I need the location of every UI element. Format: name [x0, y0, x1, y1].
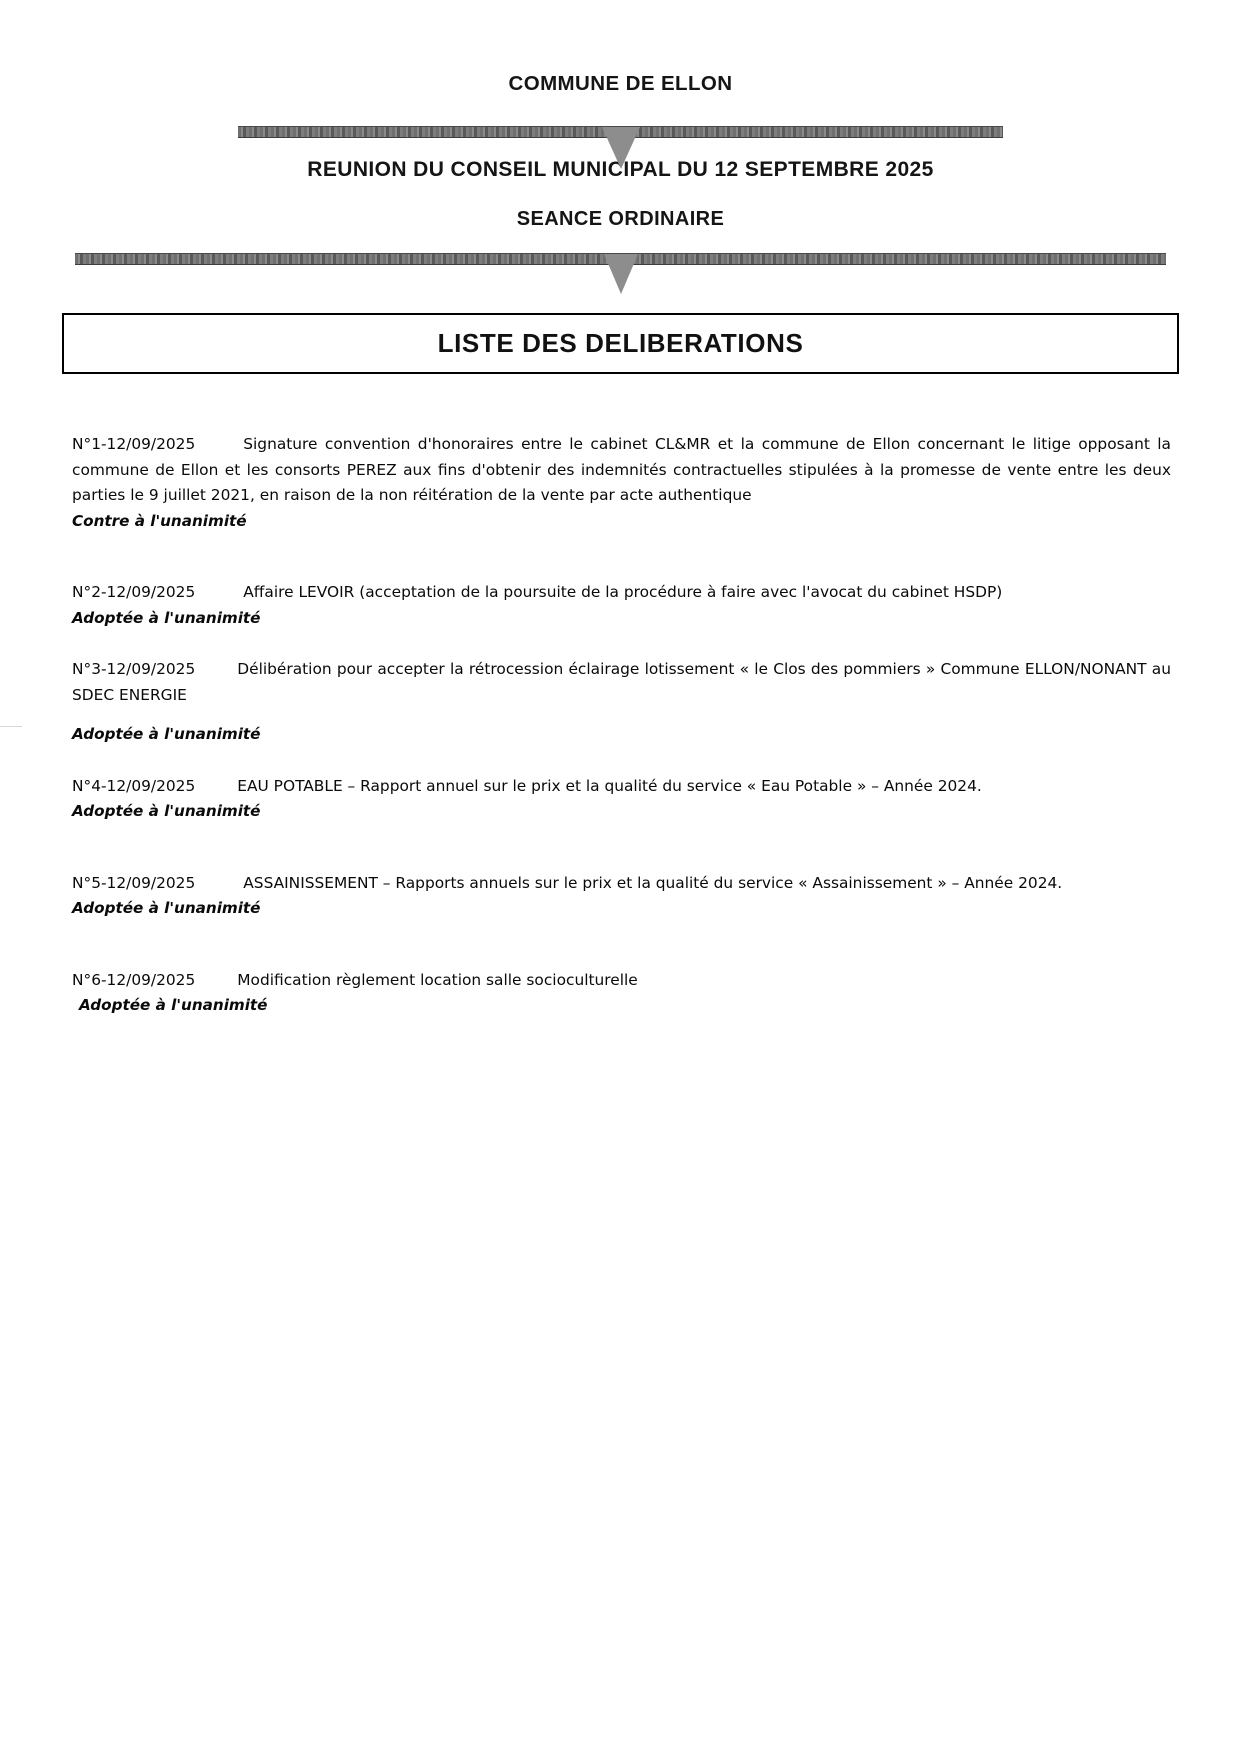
page-title-box — [62, 313, 1179, 374]
meeting-title: REUNION DU CONSEIL MUNICIPAL DU 12 SEPTEMBRE 2025 — [307, 158, 934, 181]
deliberation-item — [72, 580, 1171, 606]
deliberation-vote: Adoptée à l'unanimité — [79, 996, 268, 1014]
spacer — [72, 922, 1171, 968]
deliberations-list — [72, 432, 1171, 1019]
commune-title: COMMUNE DE ELLON — [508, 72, 733, 95]
deliberation-item — [72, 774, 1171, 800]
scan-artifact — [0, 726, 22, 727]
deliberation-ref: N°6-12/09/2025 — [72, 970, 196, 989]
document-header — [0, 0, 1241, 285]
session-type: SEANCE ORDINAIRE — [516, 208, 725, 230]
spacer — [72, 708, 1171, 722]
spacer — [72, 534, 1171, 580]
deliberation-item — [72, 432, 1171, 509]
deliberation-vote: Contre à l'unanimité — [72, 511, 247, 530]
deliberation-text: Affaire LEVOIR (acceptation de la poursuite de la procédure à faire avec l'avocat du cabinet HSDP) — [243, 583, 1003, 601]
deliberation-vote: Adoptée à l'unanimité — [72, 725, 261, 743]
deliberation-vote: Adoptée à l'unanimité — [72, 802, 261, 820]
spacer — [0, 182, 1241, 208]
deliberation-ref: N°5-12/09/2025 — [72, 873, 196, 892]
page-title: LISTE DES DELIBERATIONS — [437, 328, 804, 358]
deliberation-text: EAU POTABLE – Rapport annuel sur le prix et la qualité du service « Eau Potable » – Année 2024. — [237, 776, 982, 795]
triangle-down-icon — [602, 127, 640, 169]
spacer — [72, 748, 1171, 774]
deliberation-item — [72, 968, 1171, 994]
header-divider-bottom — [0, 245, 1241, 285]
spacer — [72, 631, 1171, 657]
deliberation-text: Modification règlement location salle socioculturelle — [237, 970, 638, 989]
deliberation-item — [72, 871, 1171, 897]
spacer — [72, 825, 1171, 871]
deliberation-text: Signature convention d'honoraires entre le cabinet CL&MR et la commune de Ellon concernant le litige opposant la commune de Ellon et les consorts PEREZ aux fins d'obtenir des indemnités contractuelles stipulées à la promesse de vente entre les deux parties le 9 juillet 2021, en raison de la non réitération de la vente par acte authentique — [72, 435, 1171, 504]
deliberation-ref: N°2-12/09/2025 — [72, 583, 196, 601]
triangle-down-icon — [604, 254, 638, 294]
deliberation-vote: Adoptée à l'unanimité — [72, 608, 261, 627]
deliberation-ref: N°3-12/09/2025 — [72, 660, 196, 678]
deliberation-item — [72, 657, 1171, 708]
deliberation-ref: N°1-12/09/2025 — [72, 435, 196, 453]
deliberation-text: Délibération pour accepter la rétrocession éclairage lotissement « le Clos des pommiers » Commune ELLON/NONANT au SDEC ENERGIE — [72, 660, 1171, 704]
header-divider-top — [0, 118, 1241, 158]
deliberation-ref: N°4-12/09/2025 — [72, 776, 196, 795]
deliberation-vote: Adoptée à l'unanimité — [72, 899, 261, 917]
deliberation-text: ASSAINISSEMENT – Rapports annuels sur le prix et la qualité du service « Assainissement » – Année 2024. — [243, 873, 1063, 892]
